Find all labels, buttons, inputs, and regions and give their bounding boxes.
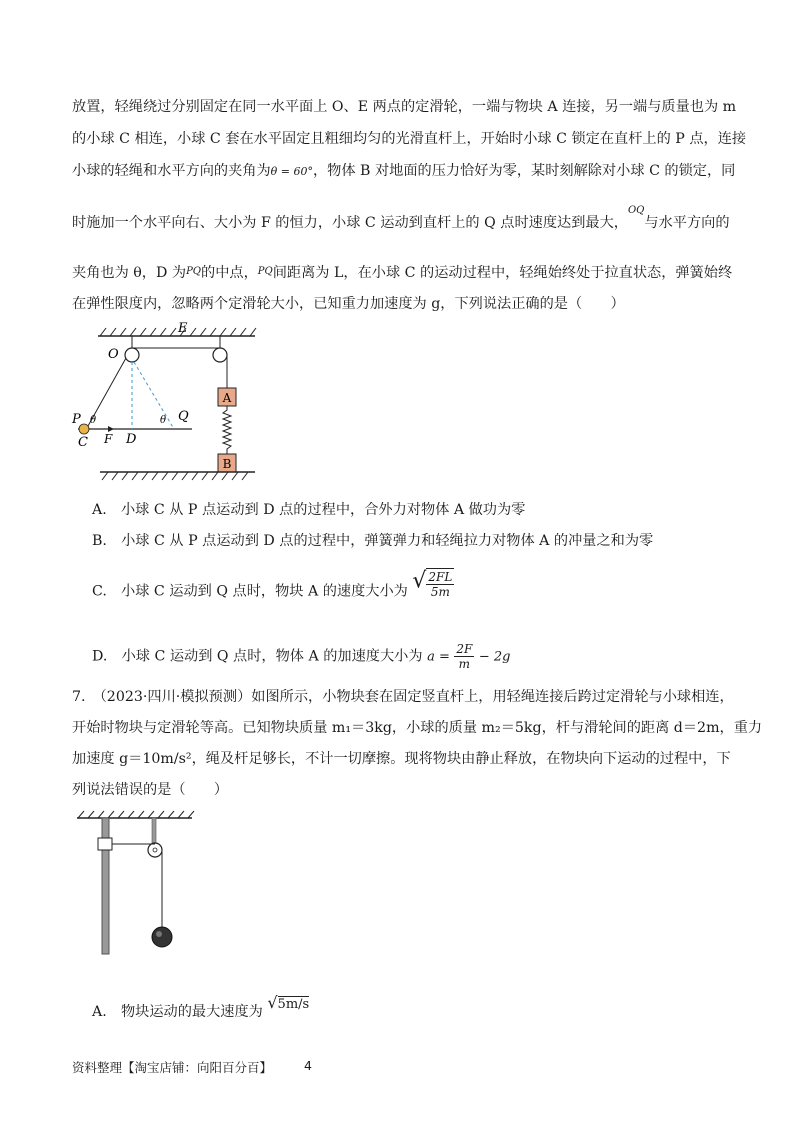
label-F: F — [104, 432, 113, 446]
oq-label: OQ — [627, 205, 645, 216]
d-fraction — [454, 642, 474, 671]
p7-sqrt-expr: 5m/s — [277, 997, 310, 1012]
p6-line-5-b: 的中点， — [201, 265, 258, 281]
label-P: P — [72, 412, 81, 427]
sqrt-expression: √ $\frac{2FL}{5m}$ — [412, 568, 453, 599]
footer-source: 资料整理【淘宝店铺：向阳百分百】 — [72, 1060, 273, 1075]
p7-line-3: 加速度 g＝10m/s²，绳及杆足够长，不计一切摩擦。现将物块由静止释放，在物块向下运动的过程中，下 — [72, 751, 731, 767]
p7-option-A[interactable] — [92, 993, 310, 1023]
p6-option-C-text: C. 小球 C 运动到 Q 点时，物块 A 的速度大小为 — [92, 583, 408, 600]
p6-line-3-b: ，物体 B 对地面的压力恰好为零，某时刻解除对小球 C 的锁定，同 — [312, 163, 736, 179]
pq-label-2: PQ — [257, 266, 273, 277]
p7-line-2: 开始时物块与定滑轮等高。已知物块质量 m₁＝3kg，小球的质量 m₂＝5kg，杆与滑轮间的距离 d＝2m，重力 — [72, 720, 763, 736]
label-E: E — [178, 321, 188, 336]
p6-option-C[interactable] — [92, 568, 454, 607]
p6-line-2: 的小球 C 相连，小球 C 套在水平固定且粗细均匀的光滑直杆上，开始时小球 C 锁定在直杆上的 P 点，连接 — [72, 131, 747, 147]
label-C: C — [78, 435, 88, 450]
sqrt-num: 2FL — [428, 570, 453, 584]
p7-line-1: 7. （2023·四川·模拟预测）如图所示，小物块套在固定竖直杆上，用轻绳连接后跨过定滑轮与小球相连， — [72, 689, 734, 705]
d-tail: − 2g — [478, 649, 511, 665]
sqrt-den: 5m — [430, 585, 450, 599]
page-number: 4 — [304, 1058, 312, 1073]
label-Q: Q — [178, 409, 189, 424]
d-num: 2F — [456, 642, 473, 656]
p6-line-4-b: 与水平方向的 — [644, 215, 730, 231]
label-A: A — [222, 391, 232, 405]
p6-line-4-a: 时施加一个水平向右、大小为 F 的恒力，小球 C 运动到直杆上的 Q 点时速度达到最大， — [72, 215, 628, 231]
p6-line-5 — [72, 263, 732, 285]
d-den: m — [458, 657, 471, 671]
p6-option-D-text: D. 小球 C 运动到 Q 点时，物体 A 的加速度大小为 — [92, 648, 423, 665]
p6-line-5-c: 间距离为 L，在小球 C 的运动过程中，轻绳始终处于拉直状态，弹簧始终 — [272, 265, 733, 281]
label-theta-2: θ — [160, 415, 167, 426]
p6-option-B[interactable]: B. 小球 C 从 P 点运动到 D 点的过程中，弹簧弹力和轻绳拉力对物体 A 的冲量之和为零 — [92, 533, 654, 549]
p6-option-D[interactable] — [92, 642, 510, 671]
label-D: D — [126, 432, 137, 447]
p7-line-4: 列说法错误的是（ ） — [72, 782, 229, 798]
label-O: O — [108, 347, 119, 362]
label-B: B — [222, 457, 232, 471]
d-lhs: a = — [427, 649, 450, 665]
p6-line-6: 在弹性限度内，忽略两个定滑轮大小，已知重力加速度为 g，下列说法正确的是（ ） — [72, 296, 625, 312]
p7-option-A-text: A. 物块运动的最大速度为 — [92, 1004, 263, 1020]
p6-line-1: 放置，轻绳绕过分别固定在同一水平面上 O、E 两点的定滑轮，一端与物块 A 连接，另一端与质量也为 m — [72, 99, 737, 115]
rod-pulley-figure — [72, 810, 202, 960]
p6-line-3 — [72, 161, 735, 182]
p6-line-4 — [72, 205, 730, 235]
theta-equation: θ = 60° — [270, 165, 313, 178]
p6-option-A[interactable]: A. 小球 C 从 P 点运动到 D 点的过程中，合外力对物体 A 做功为零 — [92, 502, 526, 518]
p7-sqrt: √5m/s — [267, 993, 310, 1012]
label-theta-1: θ — [90, 415, 97, 426]
pulley-spring-figure — [70, 318, 270, 483]
pq-label-1: PQ — [186, 266, 201, 277]
p6-line-3-a: 小球的轻绳和水平方向的夹角为 — [72, 163, 271, 179]
p6-line-5-a: 夹角也为 θ，D 为 — [72, 265, 187, 281]
